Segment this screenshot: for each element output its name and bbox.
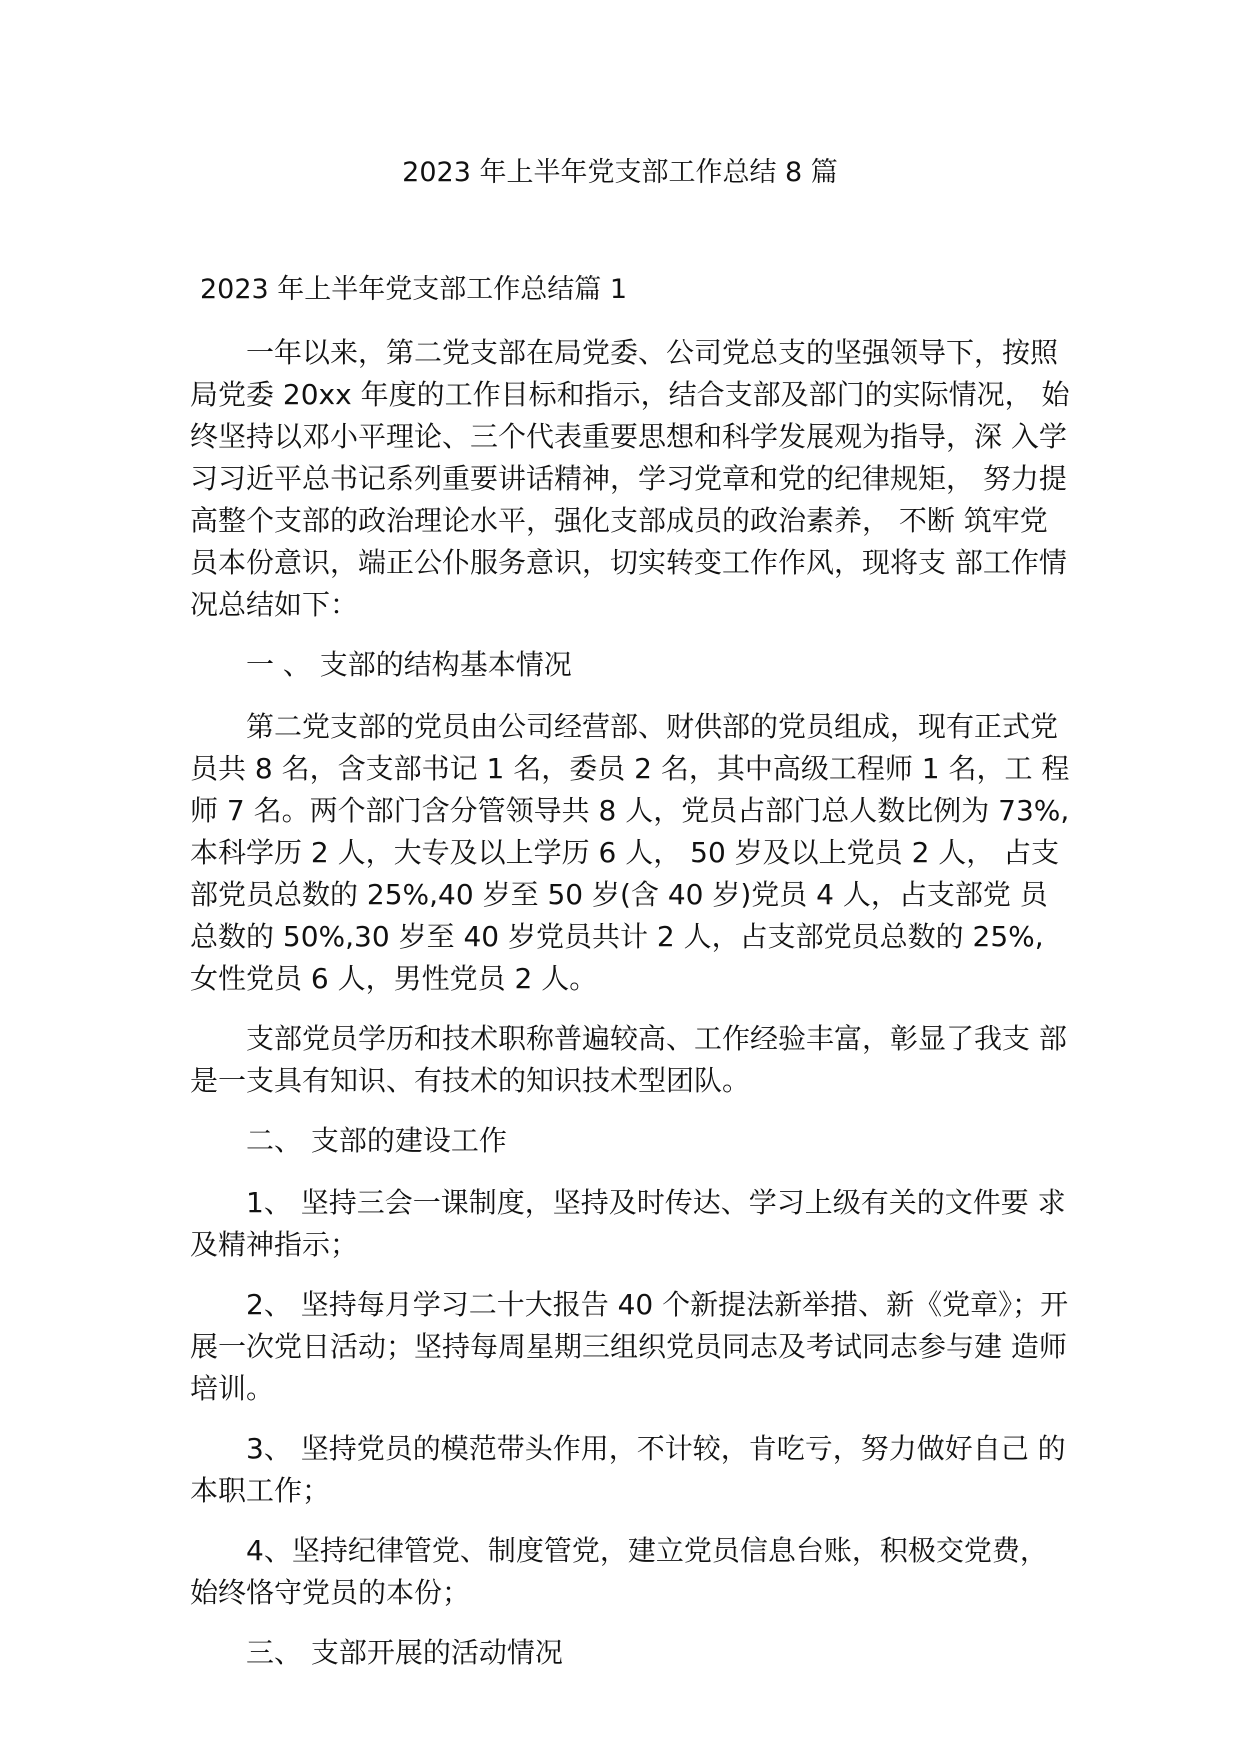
document-body (190, 268, 1070, 1694)
paragraph-team: 支部党员学历和技术职称普遍较高、工作经验丰富，彰显了我支 部是一支具有知识、有技术的知识技术型团队。 (190, 1022, 1067, 1097)
section-title: 2023 年上半年党支部工作总结篇 1 (200, 274, 628, 305)
paragraph-intro: 一年以来，第二党支部在局党委、公司党总支的坚强领导下，按照局党委 20xx 年度的工作目标和指示，结合支部及部门的实际情况， 始终坚持以邓小平理论、三个代表重要思想和科学发展观为指导，深 入学习习近平总书记系列重要讲话精神，学习党章和党的纪律规矩， 努力提高整个支部的政治理论水平，强化支部成员的政治素养， 不断 筑牢党员本份意识，端正公仆服务意识，切实转变工作作风，现将支 部工作情况总结如下： (190, 336, 1070, 621)
heading-activities: 三、 支部开展的活动情况 (246, 1636, 563, 1669)
paragraph-members: 第二党支部的党员由公司经营部、财供部的党员组成，现有正式党员共 8 名，含支部书记 1 名，委员 2 名，其中高级工程师 1 名，工 程师 7 名。两个部门含分管领导共 8 人，党员占部门总人数比例为 73%,本科学历 2 人，大专及以上学历 6 人， 50 岁及以上党员 2 人， 占支部党员总数的 25%,40 岁至 50 岁(含 40 岁)党员 4 人，占支部党 员总数的 50%,30 岁至 40 岁党员共计 2 人，占支部党员总数的 25%, 女性党员 6 人，男性党员 2 人。 (190, 710, 1070, 995)
list-item-4: 4、坚持纪律管党、制度管党，建立党员信息台账，积极交党费， 始终恪守党员的本份； (190, 1534, 1048, 1609)
list-item-3: 3、 坚持党员的模范带头作用，不计较，肯吃亏，努力做好自己 的本职工作； (190, 1432, 1066, 1507)
heading-structure: 一 、 支部的结构基本情况 (246, 648, 572, 681)
list-item-1: 1、 坚持三会一课制度，坚持及时传达、学习上级有关的文件要 求及精神指示； (190, 1186, 1066, 1261)
heading-construction: 二、 支部的建设工作 (246, 1124, 507, 1157)
list-item-2: 2、 坚持每月学习二十大报告 40 个新提法新举措、新《党章》；开展一次党日活动；坚持每周星期三组织党员同志及考试同志参与建 造师培训。 (190, 1288, 1069, 1405)
document-title: 2023 年上半年党支部工作总结 8 篇 (402, 157, 838, 188)
